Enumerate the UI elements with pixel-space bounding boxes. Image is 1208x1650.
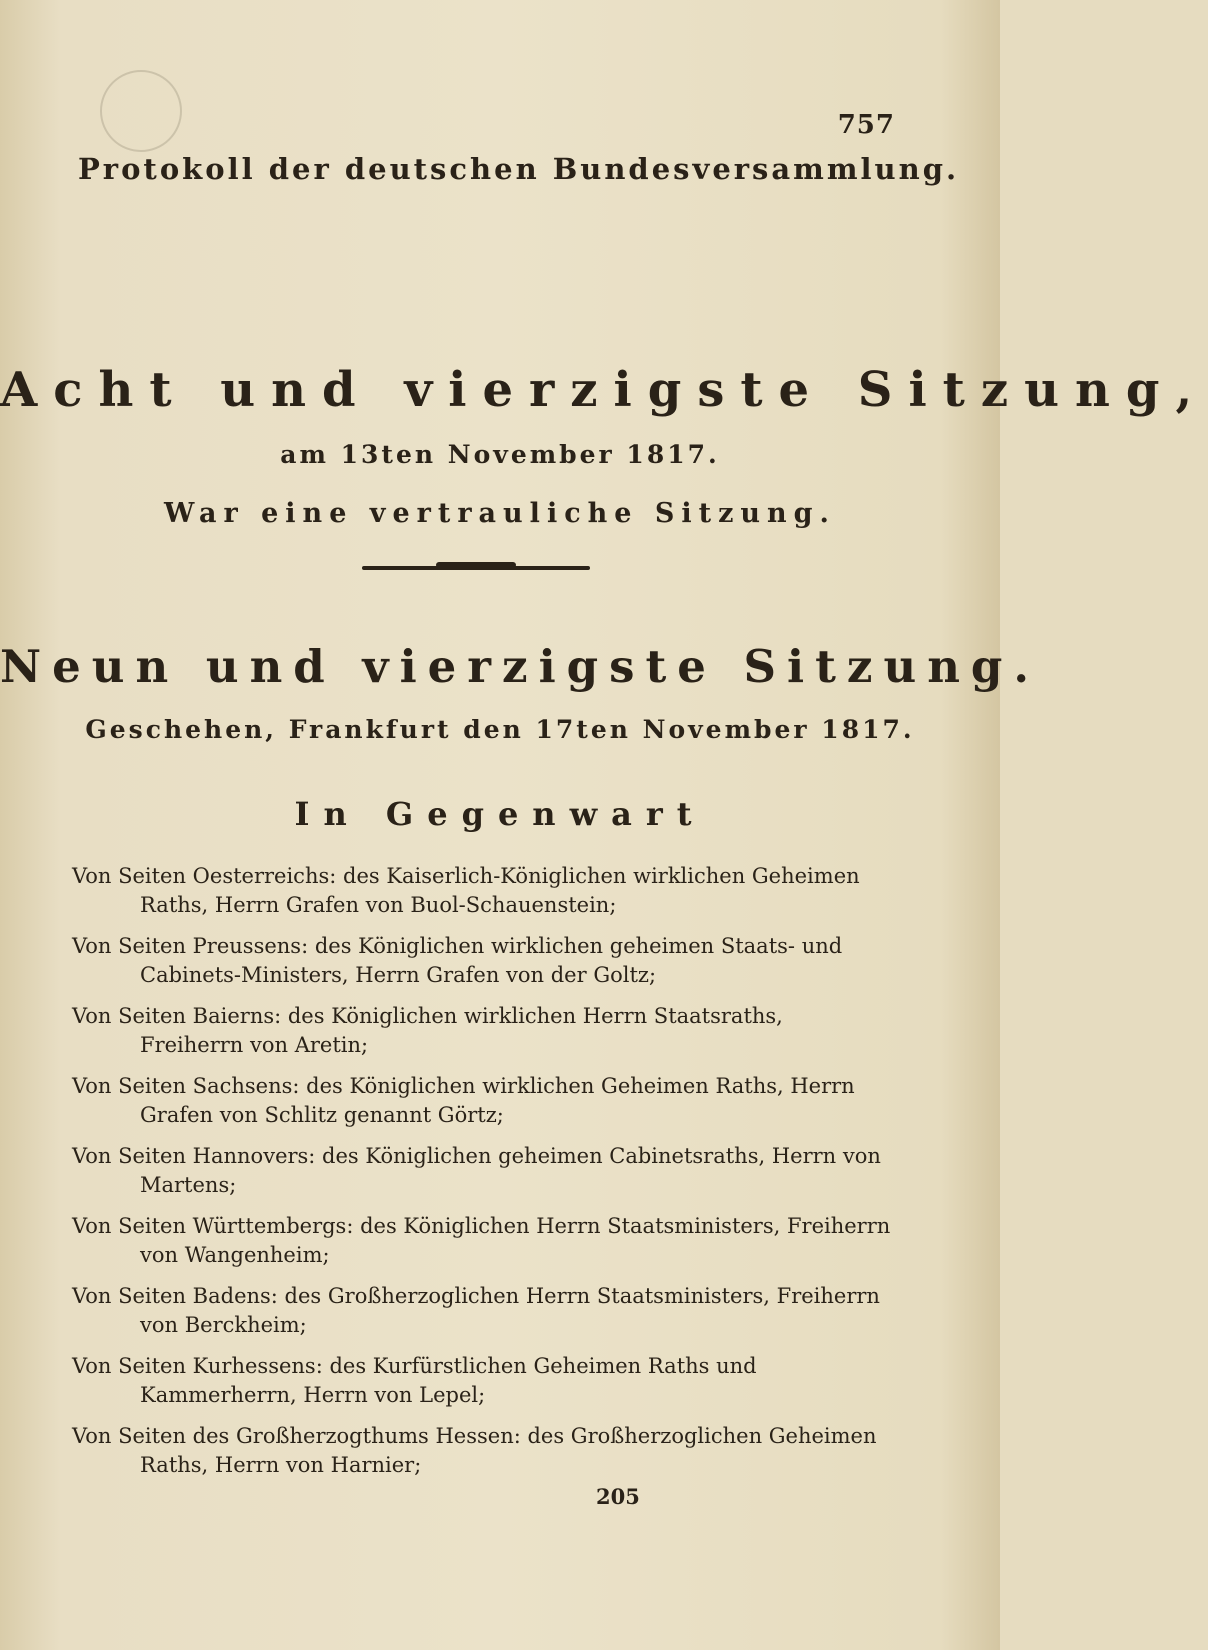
session-48-date: am 13ten November 1817.: [280, 440, 720, 469]
attendee-entry: Von Seiten Hannovers: des Königlichen geheimen Cabinetsraths, Herrn von Martens;: [72, 1144, 881, 1197]
signature-number: 205: [596, 1484, 640, 1509]
attendee-entry: Von Seiten Badens: des Großherzoglichen Herrn Staatsministers, Freiherrn von Berckheim;: [72, 1284, 880, 1337]
attendee-entry: Von Seiten Baierns: des Königlichen wirklichen Herrn Staatsraths, Freiherrn von Aretin;: [72, 1004, 783, 1057]
session-48-note: War eine vertrauliche Sitzung.: [164, 498, 836, 529]
attendee-list: [72, 862, 892, 1492]
attendee-entry: Von Seiten des Großherzogthums Hessen: des Großherzoglichen Geheimen Raths, Herrn von Harnier;: [72, 1424, 877, 1477]
attendee-entry: Von Seiten Württembergs: des Königlichen Herrn Staatsministers, Freiherrn von Wangenheim;: [72, 1214, 891, 1267]
presence-heading: In Gegenwart: [294, 795, 706, 833]
session-49-place-date: Geschehen, Frankfurt den 17ten November 1817.: [85, 715, 915, 744]
section-divider-ornament: [436, 562, 516, 568]
library-stamp-icon: [100, 70, 182, 152]
attendee-entry: Von Seiten Kurhessens: des Kurfürstlichen Geheimen Raths und Kammerherrn, Herrn von Lepel;: [72, 1354, 757, 1407]
session-48-title: Acht und vierzigste Sitzung,: [0, 362, 1208, 418]
attendee-entry: Von Seiten Sachsens: des Königlichen wirklichen Geheimen Raths, Herrn Grafen von Schlitz genannt Görtz;: [72, 1074, 855, 1127]
session-49-title: Neun und vierzigste Sitzung.: [0, 640, 1041, 693]
page-number: 757: [837, 110, 895, 140]
attendee-entry: Von Seiten Oesterreichs: des Kaiserlich-Königlichen wirklichen Geheimen Raths, Herrn Grafen von Buol-Schauenstein;: [72, 864, 860, 917]
attendee-entry: Von Seiten Preussens: des Königlichen wirklichen geheimen Staats- und Cabinets-Ministers, Herrn Grafen von der Goltz;: [72, 934, 843, 987]
running-head: Protokoll der deutschen Bundesversammlung.: [78, 152, 960, 186]
